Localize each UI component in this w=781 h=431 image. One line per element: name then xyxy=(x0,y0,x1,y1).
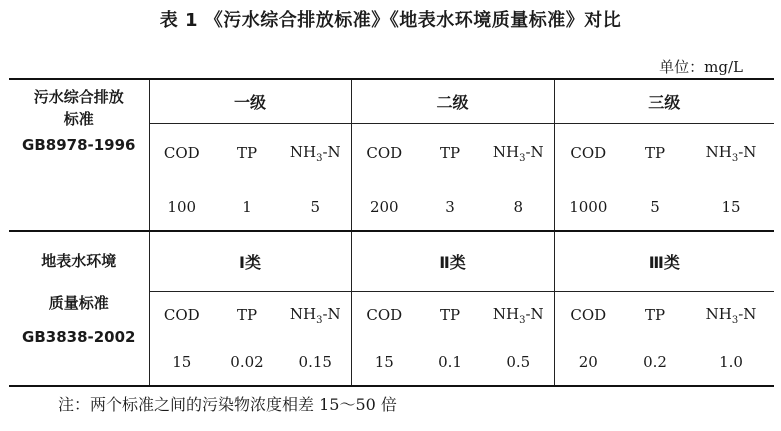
param-header: TP xyxy=(622,291,688,339)
value-cell: 1000 xyxy=(554,183,622,231)
comparison-table xyxy=(9,78,774,387)
standard1-name-line1: 污水综合排放 xyxy=(33,88,124,106)
value-cell: 0.02 xyxy=(214,339,280,386)
value-cell: 100 xyxy=(149,183,214,231)
param-header: TP xyxy=(417,291,483,339)
param-header: COD xyxy=(554,123,622,183)
param-header: $NH_3-N$ xyxy=(280,291,351,339)
param-header: $NH_3-N$ xyxy=(280,123,351,183)
param-header: $NH_3-N$ xyxy=(688,291,774,339)
value-cell: 200 xyxy=(351,183,417,231)
standard1-code: GB8978-1996 xyxy=(22,136,136,154)
value-cell: 0.5 xyxy=(483,339,554,386)
standard1-name-line2: 标准 xyxy=(63,110,94,128)
value-cell: 5 xyxy=(310,197,321,216)
param-header: COD xyxy=(351,123,417,183)
standard2-label xyxy=(9,231,149,386)
value-cell: 20 xyxy=(554,339,622,386)
standard2-name-line1: 地表水环境 xyxy=(41,252,117,270)
param-header: $NH_3-N$ xyxy=(688,123,774,183)
param-header: COD xyxy=(149,291,214,339)
grade-header: 三级 xyxy=(554,79,774,123)
param-header: TP xyxy=(622,123,688,183)
param-header: $NH_3-N$ xyxy=(483,291,554,339)
value-cell: 5 xyxy=(650,197,660,216)
grade-header: Ⅲ类 xyxy=(554,231,774,291)
param-header: TP xyxy=(214,291,280,339)
param-header: $NH_3-N$ xyxy=(483,123,554,183)
grade-header: 一级 xyxy=(149,79,351,123)
value-cell: 1 xyxy=(242,197,252,216)
value-cell: 0.15 xyxy=(280,339,351,386)
value-cell: 0.2 xyxy=(622,339,688,386)
grade-header: Ⅱ类 xyxy=(351,231,554,291)
unit-label: 单位：mg/L xyxy=(659,58,743,76)
param-header: TP xyxy=(417,123,483,183)
param-header: COD xyxy=(351,291,417,339)
value-cell: 15 xyxy=(351,339,417,386)
standard2-name-line2: 质量标准 xyxy=(48,294,109,312)
value-cell: 8 xyxy=(513,197,524,216)
param-header: TP xyxy=(214,123,280,183)
value-cell: 15 xyxy=(721,197,741,216)
grade-header: Ⅰ类 xyxy=(149,231,351,291)
standard2-code: GB3838-2002 xyxy=(22,328,136,346)
value-cell: 1.0 xyxy=(688,339,774,386)
footnote: 注：两个标准之间的污染物浓度相差 15～50 倍 xyxy=(58,395,397,414)
value-cell: 15 xyxy=(149,339,214,386)
grade-header: 二级 xyxy=(351,79,554,123)
standard1-label xyxy=(9,79,149,231)
param-header: COD xyxy=(554,291,622,339)
table-title: 表 1 《污水综合排放标准》《地表水环境质量标准》对比 xyxy=(159,10,622,31)
value-cell: 0.1 xyxy=(417,339,483,386)
value-cell: 3 xyxy=(445,197,455,216)
param-header: COD xyxy=(149,123,214,183)
